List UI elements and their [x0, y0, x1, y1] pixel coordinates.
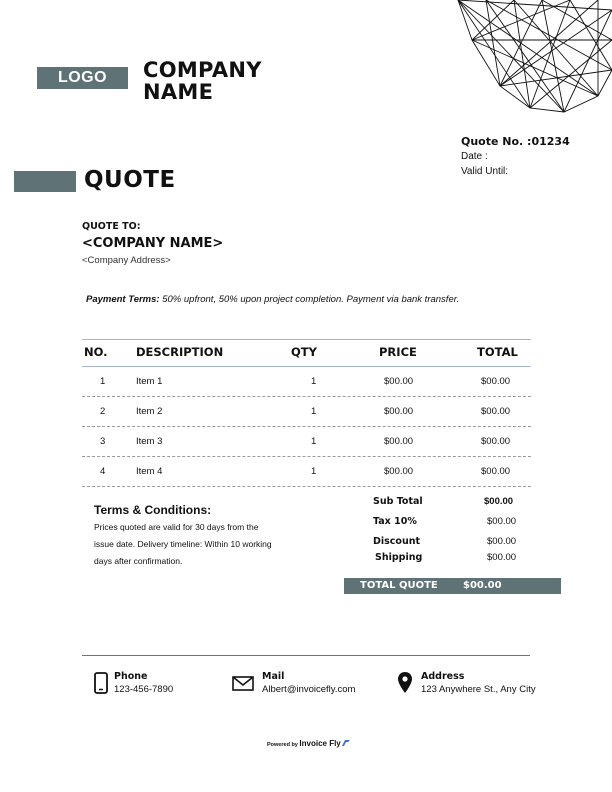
col-price: PRICE: [379, 345, 417, 359]
total-quote-bar: [344, 578, 561, 594]
row-qty: 1: [311, 466, 317, 477]
table-row: [82, 427, 531, 457]
tax-label: Tax 10%: [373, 516, 417, 527]
payment-terms-text: 50% upfront, 50% upon project completion. Payment via bank transfer.: [159, 294, 460, 305]
mail-value: Albert@invoicefly.com: [262, 684, 356, 695]
row-no: 3: [100, 436, 106, 447]
address-label: Address: [421, 671, 465, 682]
row-no: 4: [100, 466, 106, 477]
phone-value: 123-456-7890: [114, 684, 174, 695]
shipping-value: $00.00: [487, 552, 517, 563]
footer-divider: [82, 655, 530, 656]
shipping-label: Shipping: [375, 552, 423, 563]
quote-number: Quote No. :01234: [461, 135, 570, 148]
client-address: <Company Address>: [82, 255, 171, 266]
tax-value: $00.00: [487, 516, 517, 527]
subtotal-value: $00.00: [484, 496, 514, 507]
page-title: QUOTE: [84, 167, 176, 193]
row-total: $00.00: [481, 466, 511, 477]
phone-label: Phone: [114, 671, 148, 682]
col-qty: QTY: [291, 345, 317, 359]
row-price: $00.00: [384, 406, 414, 417]
row-description: Item 4: [136, 466, 163, 477]
table-row: [82, 397, 531, 427]
row-qty: 1: [311, 406, 317, 417]
table-row: [82, 367, 531, 397]
row-description: Item 2: [136, 406, 163, 417]
row-total: $00.00: [481, 376, 511, 387]
terms-title: Terms & Conditions:: [94, 503, 212, 517]
total-quote-label: TOTAL QUOTE: [360, 580, 438, 591]
row-price: $00.00: [384, 466, 414, 477]
subtotal-label: Sub Total: [373, 496, 423, 507]
client-name: <COMPANY NAME>: [82, 236, 224, 251]
row-no: 1: [100, 376, 106, 387]
discount-value: $00.00: [487, 536, 517, 547]
powered-by-prefix: Powered by: [267, 742, 298, 748]
quote-meta: [461, 134, 570, 179]
col-description: DESCRIPTION: [136, 345, 224, 359]
col-no: NO.: [84, 345, 108, 359]
row-total: $00.00: [481, 436, 511, 447]
row-qty: 1: [311, 436, 317, 447]
company-name: COMPANY NAME: [143, 58, 262, 104]
quote-valid-until: Valid Until:: [461, 166, 509, 177]
table-row: [82, 457, 531, 487]
mail-icon: [232, 676, 254, 691]
title-accent-bar: [14, 171, 76, 192]
quote-to-label: QUOTE TO:: [82, 221, 141, 232]
row-price: $00.00: [384, 376, 414, 387]
geometric-decoration: [452, 0, 612, 118]
row-description: Item 3: [136, 436, 163, 447]
payment-terms-label: Payment Terms:: [86, 294, 160, 305]
brand-name: Invoice Fly: [299, 739, 341, 748]
terms-text: Prices quoted are valid for 30 days from the issue date. Delivery timeline: Within 10 working days after confirmation.: [94, 522, 272, 566]
row-no: 2: [100, 406, 106, 417]
total-quote-value: $00.00: [463, 580, 502, 591]
row-description: Item 1: [136, 376, 163, 387]
quote-date: Date :: [461, 151, 488, 162]
table-header: [82, 339, 531, 367]
address-value: 123 Anywhere St., Any City: [421, 684, 536, 695]
powered-by: [267, 739, 350, 748]
row-total: $00.00: [481, 406, 511, 417]
location-pin-icon: [398, 672, 412, 693]
mail-label: Mail: [262, 671, 285, 682]
row-qty: 1: [311, 376, 317, 387]
logo-placeholder: LOGO: [37, 67, 128, 89]
row-price: $00.00: [384, 436, 414, 447]
discount-label: Discount: [373, 536, 421, 547]
items-table: [82, 339, 531, 487]
phone-icon: [94, 672, 108, 694]
payment-terms: [86, 294, 459, 305]
brand-logo-icon: [342, 740, 350, 747]
col-total: TOTAL: [477, 345, 518, 359]
